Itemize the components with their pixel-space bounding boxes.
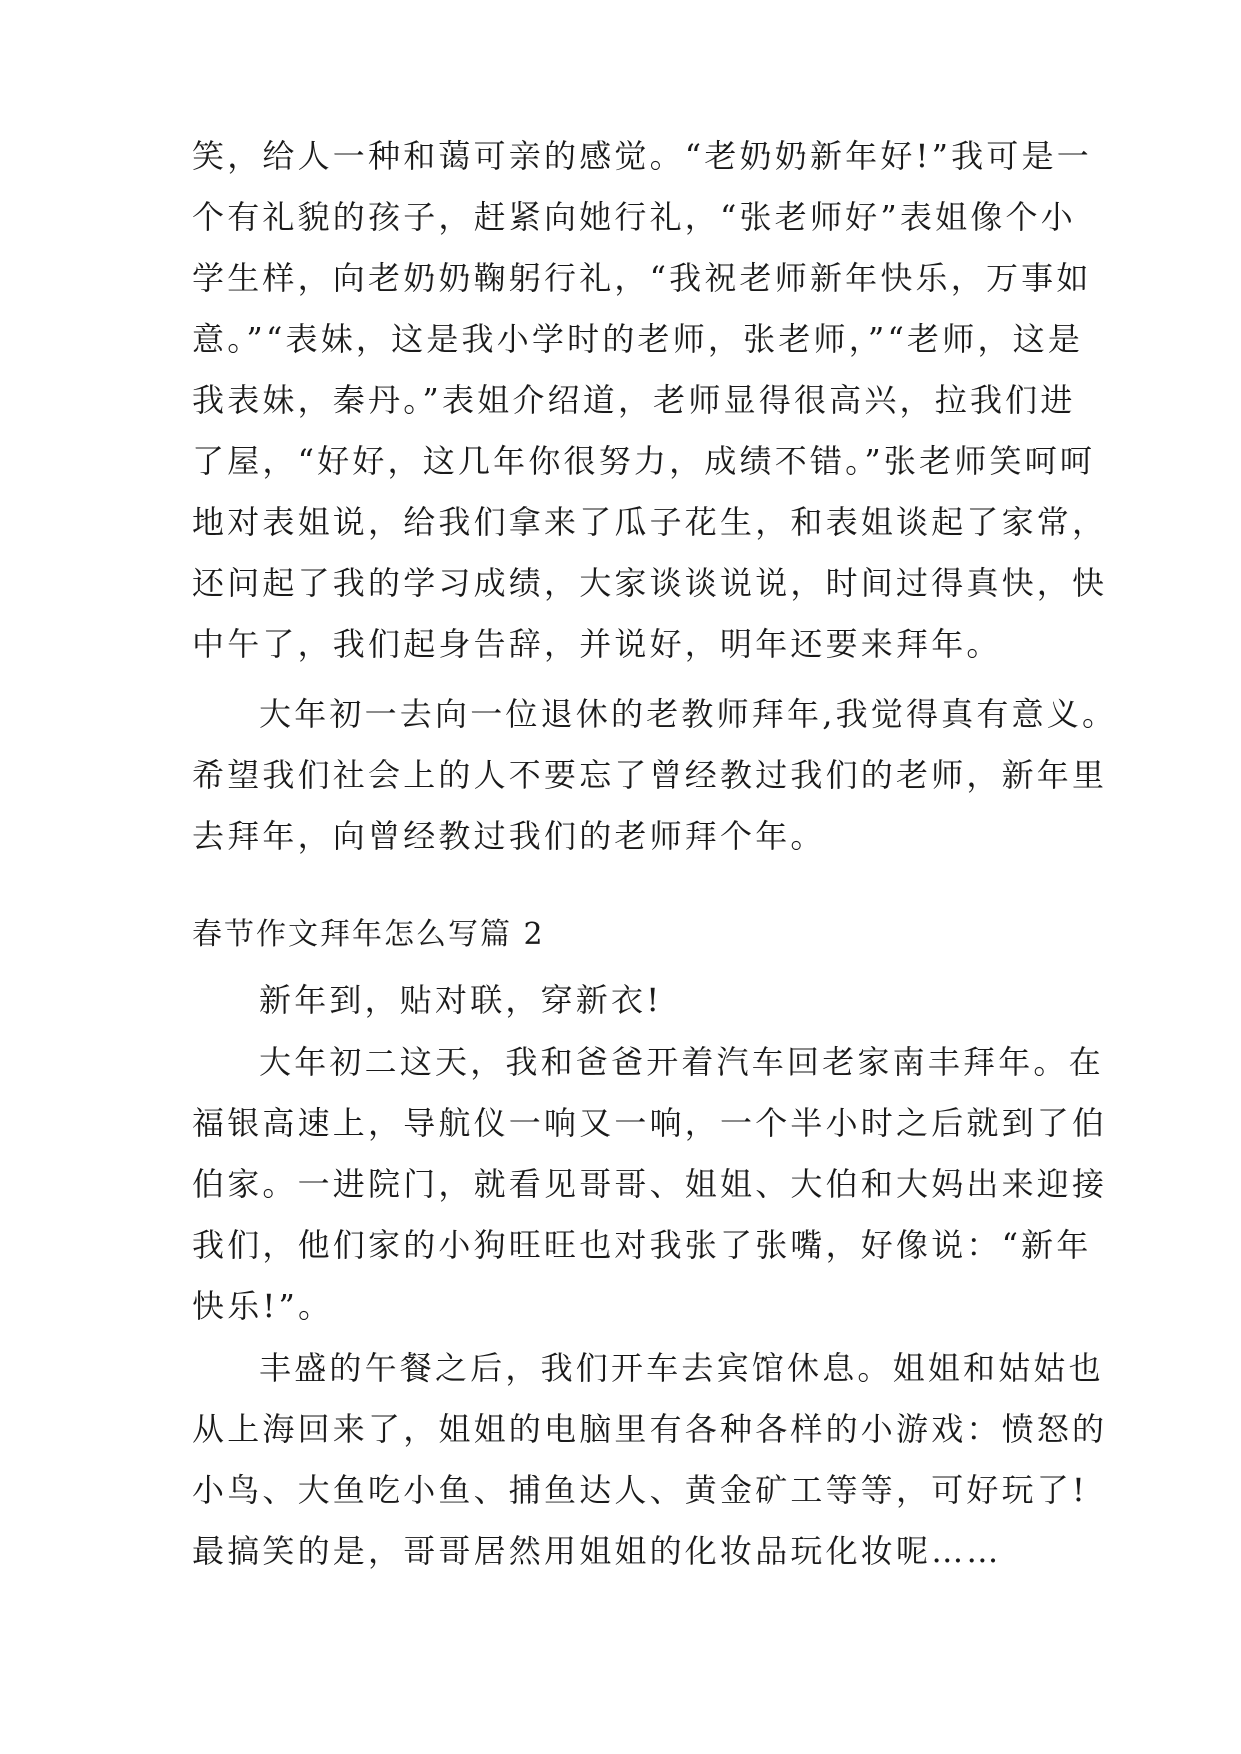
paragraph-line: 从上海回来了，姐姐的电脑里有各种各样的小游戏：愤怒的 xyxy=(192,1410,1108,1448)
paragraph-line: 了屋，“好好，这几年你很努力，成绩不错。”张老师笑呵呵 xyxy=(192,442,1096,480)
paragraph-line: 个有礼貌的孩子，赶紧向她行礼，“张老师好”表姐像个小 xyxy=(192,198,1076,236)
paragraph-4 xyxy=(192,1032,1108,1337)
paragraph-line: 意。”“表妹，这是我小学时的老师，张老师，”“老师，这是 xyxy=(192,320,1084,358)
paragraph-line: 快乐!”。 xyxy=(192,1287,334,1325)
paragraph-line: 伯家。一进院门，就看见哥哥、姐姐、大伯和大妈出来迎接 xyxy=(192,1165,1108,1203)
paragraph-line: 福银高速上，导航仪一响又一响，一个半小时之后就到了伯 xyxy=(192,1104,1108,1142)
paragraph-line: 大年初一去向一位退休的老教师拜年,我觉得真有意义。 xyxy=(259,695,1118,733)
paragraph-line: 我们，他们家的小狗旺旺也对我张了张嘴，好像说：“新年 xyxy=(192,1226,1092,1264)
section-heading: 春节作文拜年怎么写篇 2 xyxy=(192,917,545,952)
paragraph-3 xyxy=(192,970,1062,1031)
paragraph-line: 笑，给人一种和蔼可亲的感觉。“老奶奶新年好!”我可是一 xyxy=(192,137,1092,175)
paragraph-line: 我表妹，秦丹。”表姐介绍道，老师显得很高兴，拉我们进 xyxy=(192,381,1076,419)
paragraph-line: 最搞笑的是，哥哥居然用姐姐的化妆品玩化妆呢…… xyxy=(192,1532,1002,1570)
paragraph-1 xyxy=(192,126,1108,675)
paragraph-line: 小鸟、大鱼吃小鱼、捕鱼达人、黄金矿工等等，可好玩了! xyxy=(192,1471,1089,1509)
paragraph-line: 去拜年，向曾经教过我们的老师拜个年。 xyxy=(192,817,826,855)
paragraph-line: 希望我们社会上的人不要忘了曾经教过我们的老师，新年里 xyxy=(192,756,1108,794)
paragraph-2 xyxy=(192,684,1118,867)
paragraph-5 xyxy=(192,1338,1108,1582)
paragraph-line: 学生样，向老奶奶鞠躬行礼，“我祝老师新年快乐，万事如 xyxy=(192,259,1092,297)
paragraph-line: 中午了，我们起身告辞，并说好，明年还要来拜年。 xyxy=(192,625,1002,663)
paragraph-line: 还问起了我的学习成绩，大家谈谈说说，时间过得真快，快 xyxy=(192,564,1108,602)
paragraph-line: 地对表姐说，给我们拿来了瓜子花生，和表姐谈起了家常， xyxy=(192,503,1108,541)
paragraph-line: 新年到，贴对联，穿新衣! xyxy=(259,981,663,1019)
paragraph-line: 大年初二这天，我和爸爸开着汽车回老家南丰拜年。在 xyxy=(259,1043,1104,1081)
paragraph-line: 丰盛的午餐之后，我们开车去宾馆休息。姐姐和姑姑也 xyxy=(259,1349,1104,1387)
